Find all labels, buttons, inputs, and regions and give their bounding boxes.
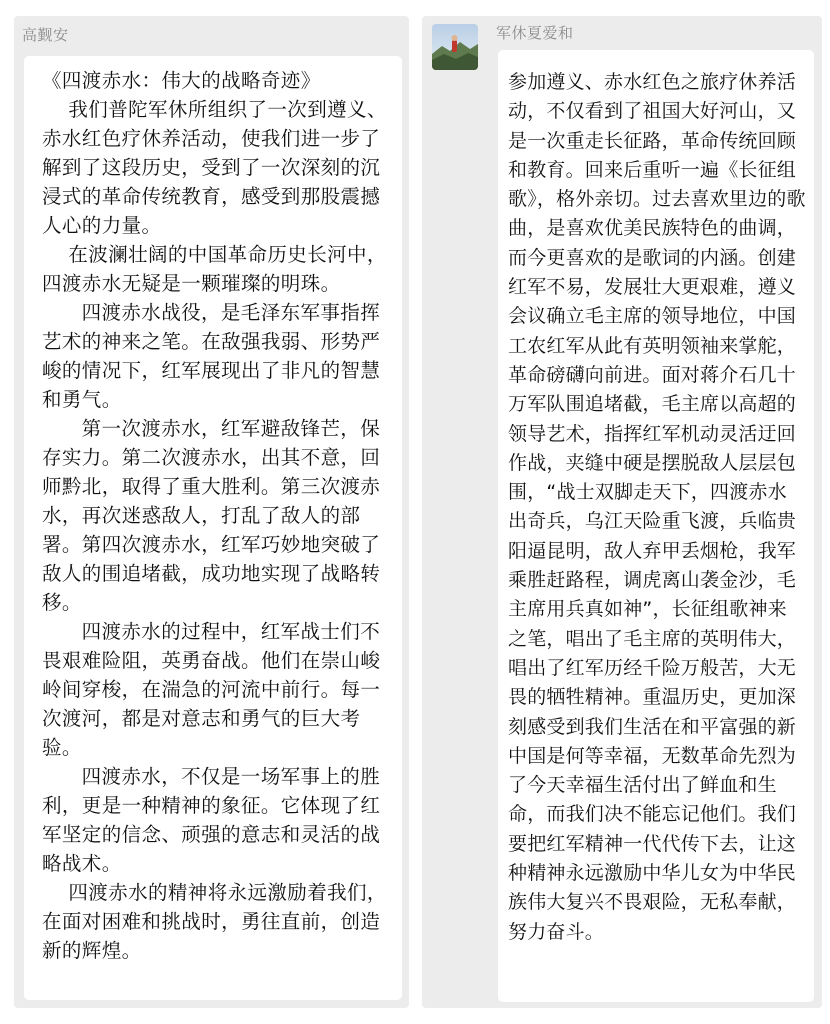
left-message-bubble[interactable]	[24, 56, 402, 1000]
left-chat-panel	[14, 16, 409, 1008]
right-sender-name: 军休夏爱和	[496, 24, 574, 42]
right-message-bubble[interactable]	[498, 50, 814, 1002]
avatar[interactable]	[432, 24, 478, 70]
right-chat-panel	[422, 16, 822, 1008]
right-message-text: 参加遵义、赤水红色之旅疗休养活动，不仅看到了祖国大好河山，又是一次重走长征路，革命传统回顾和教育。回来后重听一遍《长征组歌》，格外亲切。过去喜欢里边的歌曲，是喜欢优美民族特色的曲调，而今更喜欢的是歌词的内涵。创建红军不易，发展壮大更艰难，遵义会议确立毛主席的领导地位，中国工农红军从此有英明领袖来掌舵，革命磅礴向前进。面对蒋介石几十万军队围追堵截，毛主席以高超的领导艺术，指挥红军机动灵活迂回作战，夹缝中硬是摆脱敌人层层包围，“战士双脚走天下，四渡赤水出奇兵，乌江天险重飞渡，兵临贵阳逼昆明，敌人弃甲丢烟枪，我军乘胜赶路程，调虎离山袭金沙，毛主席用兵真如神”，长征组歌神来之笔，唱出了毛主席的英明伟大，唱出了红军历经千险万般苦，大无畏的牺牲精神。重温历史，更加深刻感受到我们生活在和平富强的新中国是何等幸福，无数革命先烈为了今天幸福生活付出了鲜血和生命，而我们决不能忘记他们。我们要把红军精神一代代传下去，让这种精神永远激励中华儿女为中华民族伟大复兴不畏艰险，无私奉献，努力奋斗。	[508, 71, 806, 943]
left-sender-name: 高觐安	[22, 26, 69, 44]
landscape-photo-icon	[432, 24, 478, 70]
left-message-text: 《四渡赤水：伟大的战略奇迹》 我们普陀军休所组织了一次到遵义、赤水红色疗休养活动，使我们进一步了解到了这段历史，受到了一次深刻的沉浸式的革命传统教育，感受到那股震撼人心的力量。 在波澜壮阔的中国革命历史长河中，四渡赤水无疑是一颗璀璨的明珠。 四渡赤水战役，是毛泽东军事指挥艺术的神来之笔。在敌强我弱、形势严峻的情况下，红军展现出了非凡的智慧和勇气。 第一次渡赤水，红军避敌锋芒，保存实力。第二次渡赤水，出其不意，回师黔北，取得了重大胜利。第三次渡赤水，再次迷惑敌人，打乱了敌人的部署。第四次渡赤水，红军巧妙地突破了敌人的围追堵截，成功地实现了战略转移。 四渡赤水的过程中，红军战士们不畏艰难险阻，英勇奋战。他们在崇山峻岭间穿梭，在湍急的河流中前行。每一次渡河，都是对意志和勇气的巨大考验。 四渡赤水，不仅是一场军事上的胜利，更是一种精神的象征。它体现了红军坚定的信念、顽强的意志和灵活的战略战术。 四渡赤水的精神将永远激励着我们，在面对困难和挑战时，勇往直前，创造新的辉煌。	[42, 69, 387, 962]
